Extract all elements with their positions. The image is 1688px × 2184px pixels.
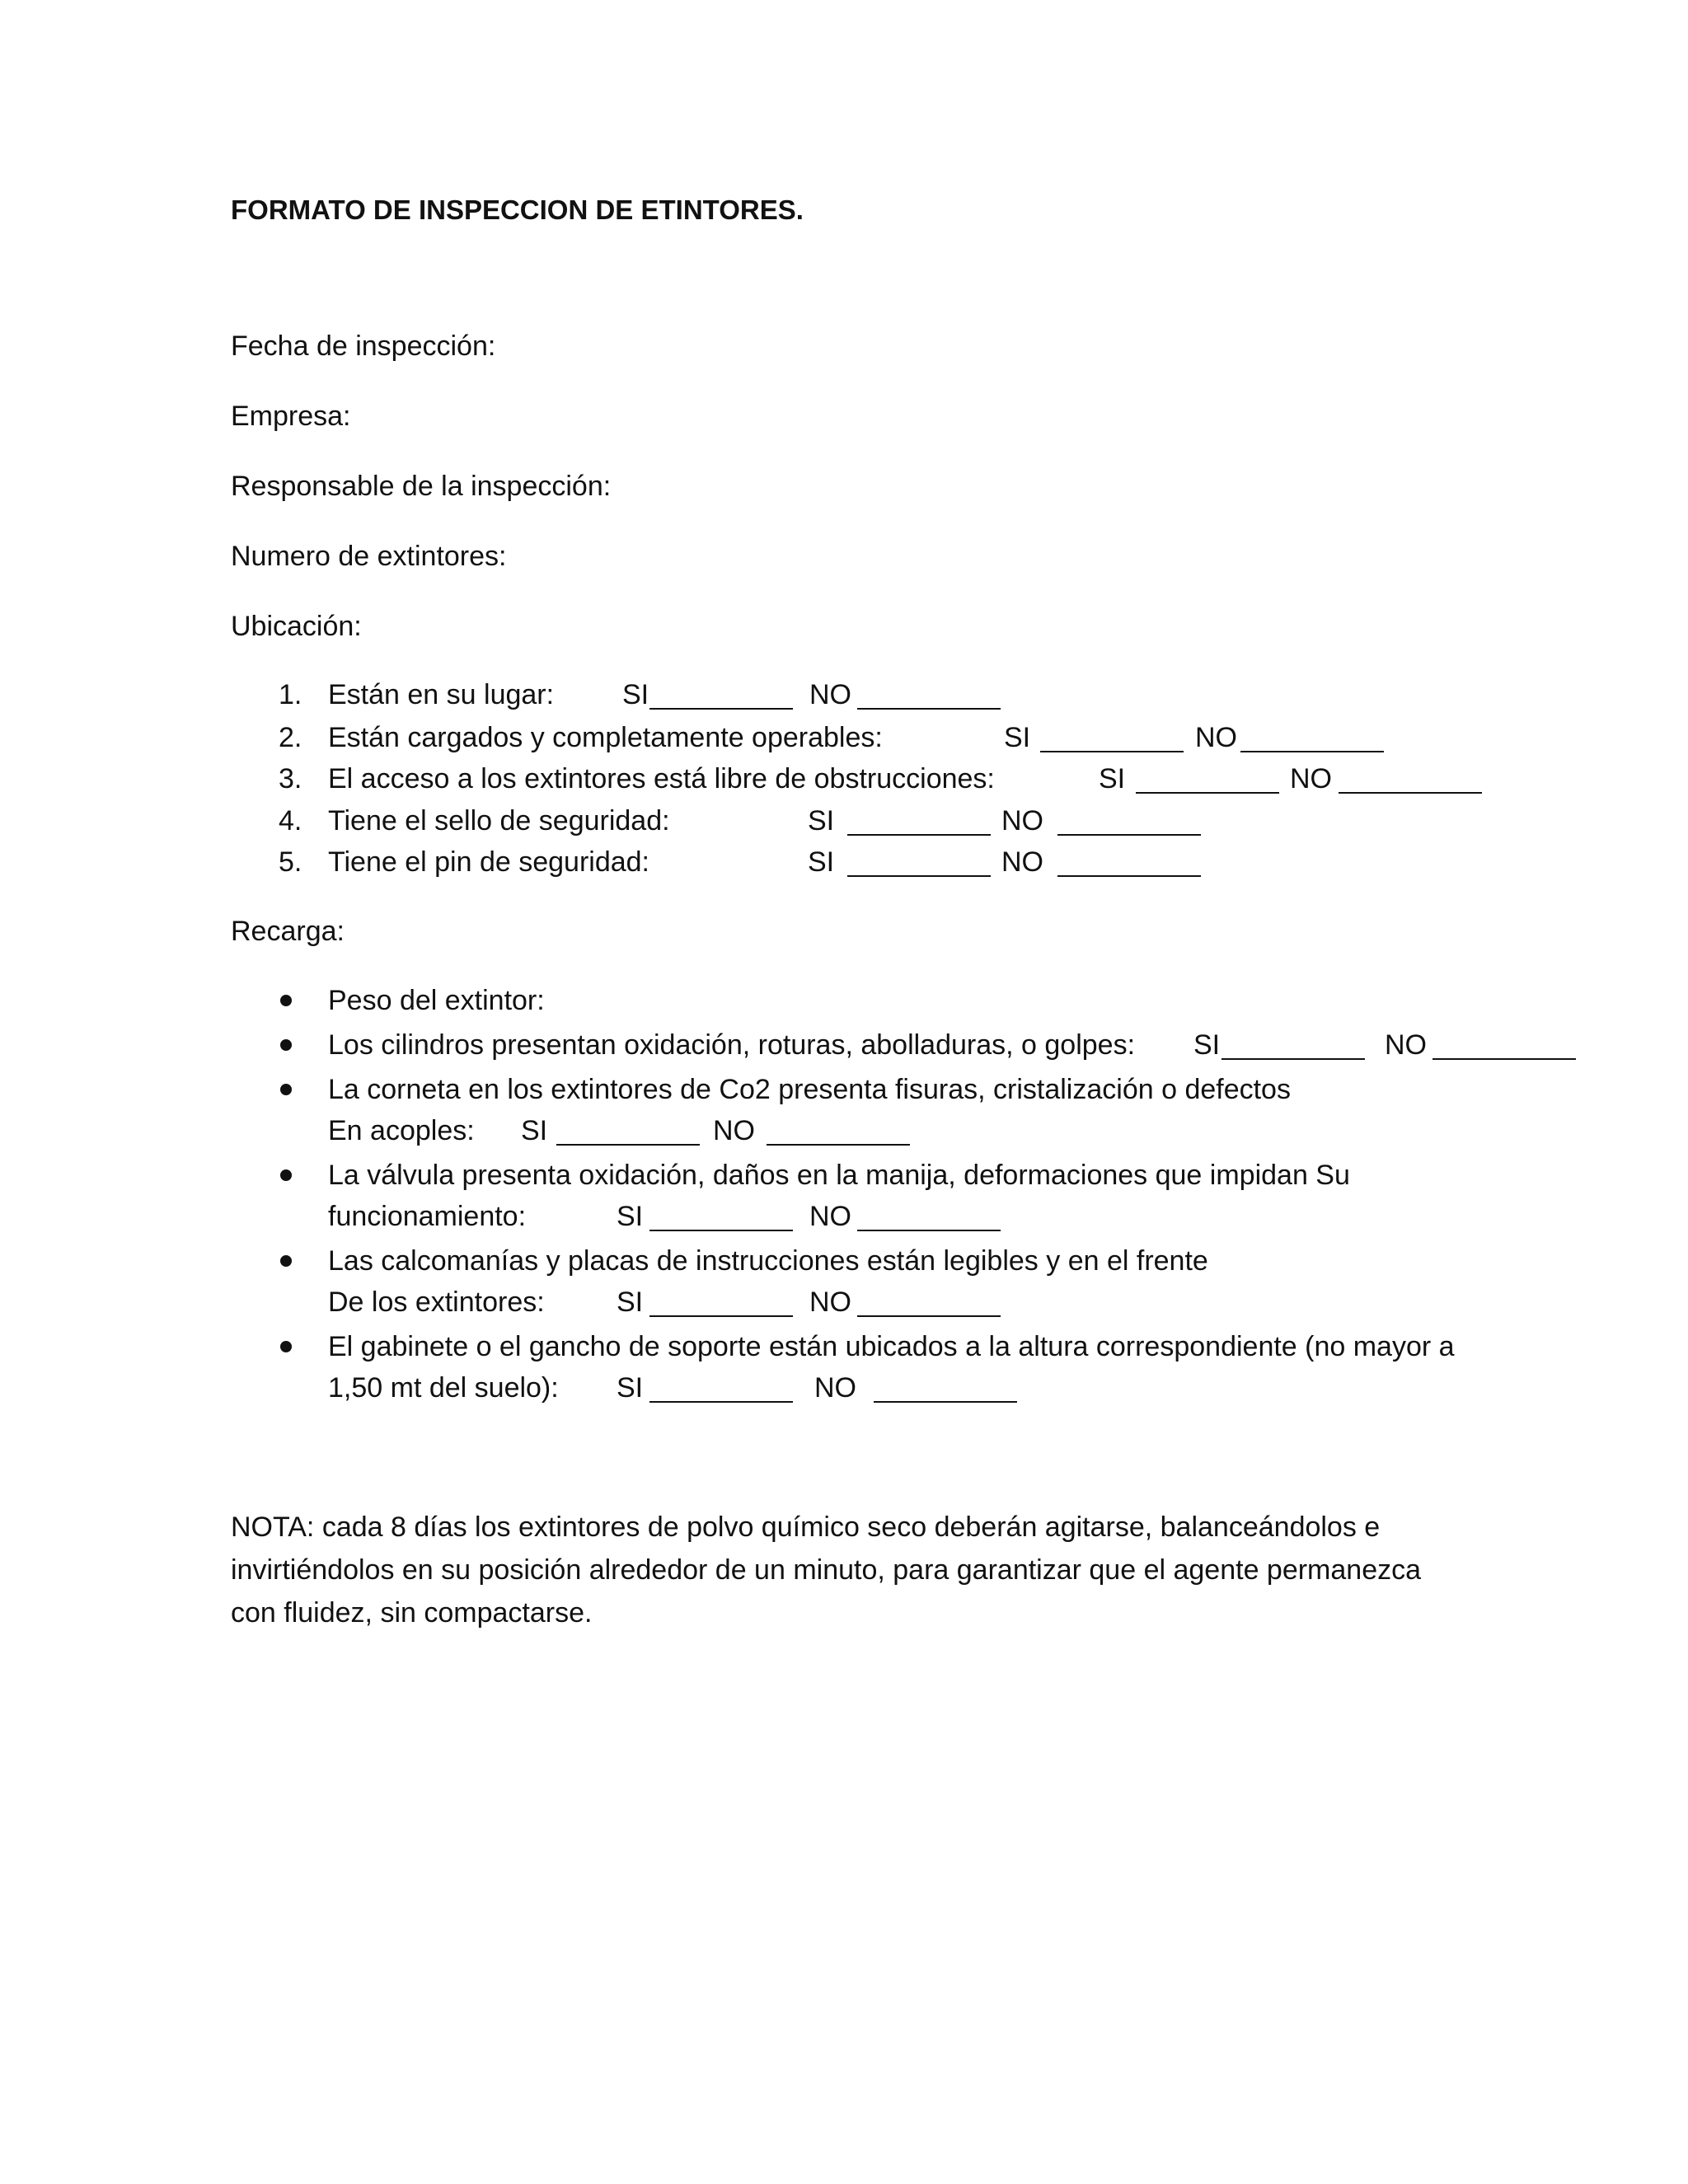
si-label: SI <box>521 1115 548 1146</box>
list-item-text: Peso del extintor: <box>328 985 545 1016</box>
numero-label: Numero de extintores: <box>231 541 507 572</box>
no-blank[interactable] <box>767 1144 910 1146</box>
no-blank[interactable] <box>874 1401 1017 1403</box>
list-item-text: Tiene el pin de seguridad: <box>328 846 650 878</box>
no-label: NO <box>809 1201 851 1232</box>
no-label: NO <box>809 679 851 710</box>
list-item-number: 5. <box>279 846 302 878</box>
no-label: NO <box>814 1372 856 1404</box>
bullet-icon <box>280 1255 292 1267</box>
si-label: SI <box>1004 722 1031 753</box>
si-blank[interactable] <box>556 1144 700 1146</box>
si-label: SI <box>622 679 649 710</box>
list-item-text: Están en su lugar: <box>328 679 555 710</box>
recarga-label: Recarga: <box>231 916 345 947</box>
list-item-text: Tiene el sello de seguridad: <box>328 805 670 837</box>
si-label: SI <box>1193 1029 1221 1061</box>
bullet-icon <box>280 1169 292 1181</box>
si-blank[interactable] <box>1040 751 1184 752</box>
si-label: SI <box>617 1372 644 1404</box>
nota-line: invirtiéndolos en su posición alrededor de un minuto, para garantizar que el agente permanezca <box>231 1554 1422 1586</box>
bullet-icon <box>280 1341 292 1352</box>
list-item-text-cont: 1,50 mt del suelo): <box>328 1372 559 1404</box>
si-label: SI <box>1099 763 1126 794</box>
list-item-number: 4. <box>279 805 302 837</box>
fecha-label: Fecha de inspección: <box>231 330 496 362</box>
responsable-label: Responsable de la inspección: <box>231 471 612 502</box>
si-blank[interactable] <box>649 1315 793 1317</box>
no-blank[interactable] <box>1240 751 1384 752</box>
no-label: NO <box>1195 722 1237 753</box>
bullet-icon <box>280 1039 292 1051</box>
list-item-number: 3. <box>279 763 302 794</box>
list-item-number: 2. <box>279 722 302 753</box>
bullet-icon <box>280 995 292 1006</box>
list-item-text-cont: En acoples: <box>328 1115 475 1146</box>
no-blank[interactable] <box>857 708 1001 710</box>
list-item-text: Están cargados y completamente operables: <box>328 722 883 753</box>
no-blank[interactable] <box>1057 875 1201 877</box>
si-label: SI <box>808 846 835 878</box>
list-item-text: Las calcomanías y placas de instrucciones están legibles y en el frente <box>328 1245 1208 1277</box>
si-label: SI <box>617 1286 644 1318</box>
no-blank[interactable] <box>857 1230 1001 1231</box>
form-title: FORMATO DE INSPECCION DE ETINTORES. <box>231 194 804 225</box>
si-blank[interactable] <box>649 708 793 710</box>
list-item-number: 1. <box>279 679 302 710</box>
no-label: NO <box>1385 1029 1427 1061</box>
si-blank[interactable] <box>847 834 991 836</box>
si-blank[interactable] <box>649 1401 793 1403</box>
no-blank[interactable] <box>1432 1058 1576 1060</box>
ubicacion-label: Ubicación: <box>231 611 362 642</box>
nota-line: con fluidez, sin compactarse. <box>231 1597 593 1629</box>
nota-line: NOTA: cada 8 días los extintores de polvo químico seco deberán agitarse, balanceándolos e <box>231 1511 1381 1543</box>
bullet-icon <box>280 1084 292 1095</box>
empresa-label: Empresa: <box>231 401 351 432</box>
no-label: NO <box>1290 763 1332 794</box>
no-label: NO <box>713 1115 755 1146</box>
no-label: NO <box>809 1286 851 1318</box>
list-item-text: El gabinete o el gancho de soporte están ubicados a la altura correspondiente (no mayor a <box>328 1331 1455 1362</box>
no-blank[interactable] <box>1057 834 1201 836</box>
no-blank[interactable] <box>1339 792 1482 794</box>
list-item-text: El acceso a los extintores está libre de obstrucciones: <box>328 763 995 794</box>
list-item-text-cont: funcionamiento: <box>328 1201 527 1232</box>
list-item-text-cont: De los extintores: <box>328 1286 545 1318</box>
si-blank[interactable] <box>847 875 991 877</box>
list-item-text: La válvula presenta oxidación, daños en la manija, deformaciones que impidan Su <box>328 1160 1350 1191</box>
si-label: SI <box>808 805 835 837</box>
list-item-text: La corneta en los extintores de Co2 presenta fisuras, cristalización o defectos <box>328 1074 1291 1105</box>
si-blank[interactable] <box>649 1230 793 1231</box>
list-item-text: Los cilindros presentan oxidación, roturas, abolladuras, o golpes: <box>328 1029 1136 1061</box>
si-blank[interactable] <box>1136 792 1279 794</box>
no-label: NO <box>1001 805 1043 837</box>
no-blank[interactable] <box>857 1315 1001 1317</box>
si-label: SI <box>617 1201 644 1232</box>
no-label: NO <box>1001 846 1043 878</box>
si-blank[interactable] <box>1221 1058 1365 1060</box>
